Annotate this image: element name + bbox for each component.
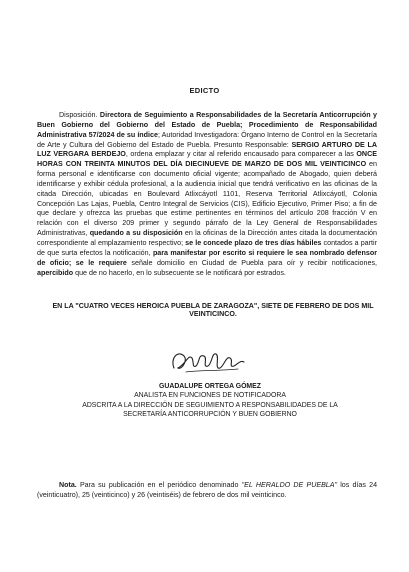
- paragraph-bold-run: apercibido: [37, 268, 74, 277]
- newspaper-name: "EL HERALDO DE PUEBLA": [241, 481, 338, 489]
- paragraph-bold-run: Directora de Seguimiento a Responsabilidades de la Secretaría Anticorrupción y Buen Gobierno del Gobierno del Estado de Puebla; Procedimiento de Responsabilidad Administrativa 57/2024 de su índice: [37, 111, 377, 139]
- publication-note: [37, 480, 377, 500]
- paragraph-run: señale domicilio en Ciudad de Puebla para oír y recibir notificaciones,: [126, 258, 377, 267]
- paragraph-bold-run: quedando a su disposición: [89, 229, 183, 238]
- paragraph-run: ; Autoridad Investigadora: Órgano Interno de Control en la Secretaría de Arte y Cultura del Gobierno del Estado de Puebla. Presunto Responsable:: [37, 130, 377, 149]
- paragraph-run: Colonia Concepción Las Lajas, Puebla, Centro Integral de Servicios (CIS), Edificio Ejecutivo, Primer Piso; a fin de que declare y ofrezca las pruebas que estime pertinentes en términos del artículo 208 fracción V en relación con el diverso 209 primer y segundo párrafo de la Ley General de Responsabilidades Administrativas,: [37, 189, 377, 238]
- paragraph-bold-run: ONCE HORAS CON TREINTA MINUTOS DEL DÍA DIECINUEVE DE MARZO DE DOS MIL VEINTICINCO: [37, 150, 377, 169]
- note-label: Nota.: [59, 481, 77, 489]
- paragraph-run: contados a partir de que surta efectos la notificación,: [37, 238, 377, 257]
- signer-role: ANALISTA EN FUNCIONES DE NOTIFICADORA: [134, 392, 286, 400]
- paragraph-bold-run: para manifestar por escrito si requiere le sea nombrado defensor de oficio; se le requiere: [37, 248, 377, 267]
- signature-block: [60, 382, 360, 419]
- paragraph-run: que de no hacerlo, en lo subsecuente se le notificará por estrados.: [73, 268, 286, 277]
- paragraph-run: , ordena emplazar y citar al referido encausado para comparecer a las: [125, 150, 357, 159]
- paragraph-run: en forma personal e identificarse con documento oficial vigente; acompañado de Abogado, quien deberá identificarse y exhibir cédula profesional, a la audiencia inicial que tendrá verificativo en las oficinas de la citada Dirección, ubicadas en Boulevard Atlixcáyotl 1101, Reserva Territorial Atlixcáyotl,: [37, 160, 378, 198]
- note-text-before: Para su publicación en el periódico denominado: [76, 481, 242, 489]
- place-and-date: EN LA "CUATRO VECES HEROICA PUEBLA DE ZARAGOZA", SIETE DE FEBRERO DE DOS MIL VEINTICINCO.: [52, 302, 374, 318]
- note-text-after: los días 24 (veinticuatro), 25 (veinticinco) y 26 (veintiséis) de febrero de dos mil veinticinco.: [37, 481, 378, 499]
- signer-name: GUADALUPE ORTEGA GÓMEZ: [159, 383, 261, 390]
- paragraph-bold-run: se le concede plazo de tres días hábiles: [185, 238, 322, 247]
- paragraph-run: Disposición.: [59, 111, 100, 119]
- edict-body-paragraph: [37, 111, 377, 278]
- paragraph-bold-run: SERGIO ARTURO DE LA LUZ VERGARA BERDEJO: [37, 140, 377, 159]
- document-title: EDICTO: [189, 86, 220, 95]
- signer-office-line1: ADSCRITA A LA DIRECCIÓN DE SEGUIMIENTO A RESPONSABILIDADES DE LA: [82, 401, 338, 409]
- paragraph-run: en la oficinas de la Dirección antes citada la documentación correspondiente al emplazamiento respectivo;: [37, 229, 377, 247]
- signer-office-line2: SECRETARÍA ANTICORRUPCIÓN Y BUEN GOBIERNO: [123, 410, 297, 418]
- handwritten-signature: [168, 344, 248, 378]
